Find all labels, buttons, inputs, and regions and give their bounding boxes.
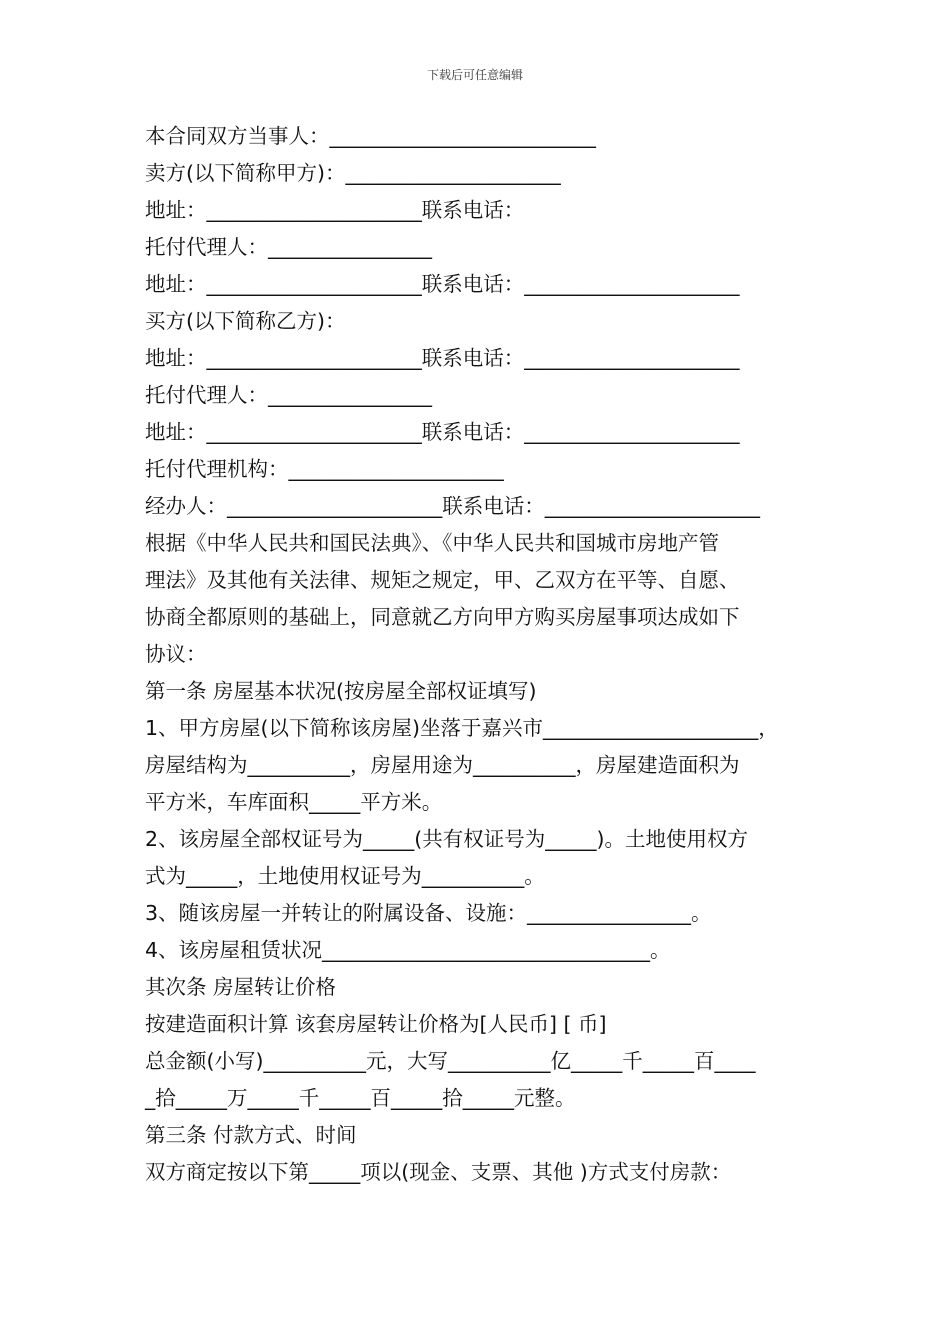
contract-line: 本合同双方当事人：__________________________ bbox=[145, 124, 596, 148]
contract-line: 按建造面积计算 该套房屋转让价格为[人民币] [ 币] bbox=[145, 1012, 607, 1036]
contract-line: 地址：_____________________联系电话：_____________________ bbox=[145, 346, 740, 370]
contract-line: 托付代理机构：_____________________ bbox=[145, 457, 504, 481]
contract-line: 经办人：_____________________联系电话：_____________________ bbox=[145, 494, 760, 518]
section-heading: 第三条 付款方式、时间 bbox=[145, 1123, 357, 1147]
contract-line: 托付代理人：________________ bbox=[145, 235, 432, 259]
contract-line: 理法》及其他有关法律、规矩之规定，甲、乙双方在平等、自愿、 bbox=[145, 568, 740, 592]
contract-line: 4、该房屋租赁状况________________________________。 bbox=[145, 938, 671, 962]
contract-line: 地址：_____________________联系电话： bbox=[145, 198, 525, 222]
contract-line: 买方(以下简称乙方)： bbox=[145, 309, 346, 333]
contract-line: 卖方(以下简称甲方)：_____________________ bbox=[145, 161, 561, 185]
contract-line: 1、甲方房屋(以下简称该房屋)坐落于嘉兴市_____________________， bbox=[145, 716, 779, 740]
contract-line: 地址：_____________________联系电话：_____________________ bbox=[145, 272, 740, 296]
contract-line: 式为_____，土地使用权证号为__________。 bbox=[145, 864, 545, 888]
contract-line: 2、该房屋全部权证号为_____(共有权证号为_____)。土地使用权方 bbox=[145, 827, 749, 851]
contract-line: 协商全都原则的基础上，同意就乙方向甲方购买房屋事项达成如下 bbox=[145, 605, 740, 629]
contract-line: 托付代理人：________________ bbox=[145, 383, 432, 407]
contract-line: 总金额(小写)__________元，大写__________亿_____千_____百____ bbox=[145, 1049, 756, 1073]
contract-line: _拾_____万_____千_____百_____拾_____元整。 bbox=[145, 1086, 576, 1110]
contract-line: 双方商定按以下第_____项以(现金、支票、其他 )方式支付房款： bbox=[145, 1160, 732, 1184]
page-header: 下载后可任意编辑 bbox=[426, 68, 523, 82]
contract-line: 房屋结构为__________，房屋用途为__________，房屋建造面积为 bbox=[145, 753, 740, 777]
contract-line: 根据《中华人民共和国民法典》、《中华人民共和国城市房地产管 bbox=[145, 531, 719, 555]
section-heading: 其次条 房屋转让价格 bbox=[145, 975, 337, 999]
contract-line: 地址：_____________________联系电话：_____________________ bbox=[145, 420, 740, 444]
contract-body bbox=[145, 118, 815, 1191]
section-heading: 第一条 房屋基本状况(按房屋全部权证填写) bbox=[145, 679, 537, 703]
contract-line: 协议： bbox=[145, 642, 207, 666]
contract-line: 3、随该房屋一并转让的附属设备、设施：________________。 bbox=[145, 901, 712, 925]
contract-line: 平方米，车库面积_____平方米。 bbox=[145, 790, 443, 814]
